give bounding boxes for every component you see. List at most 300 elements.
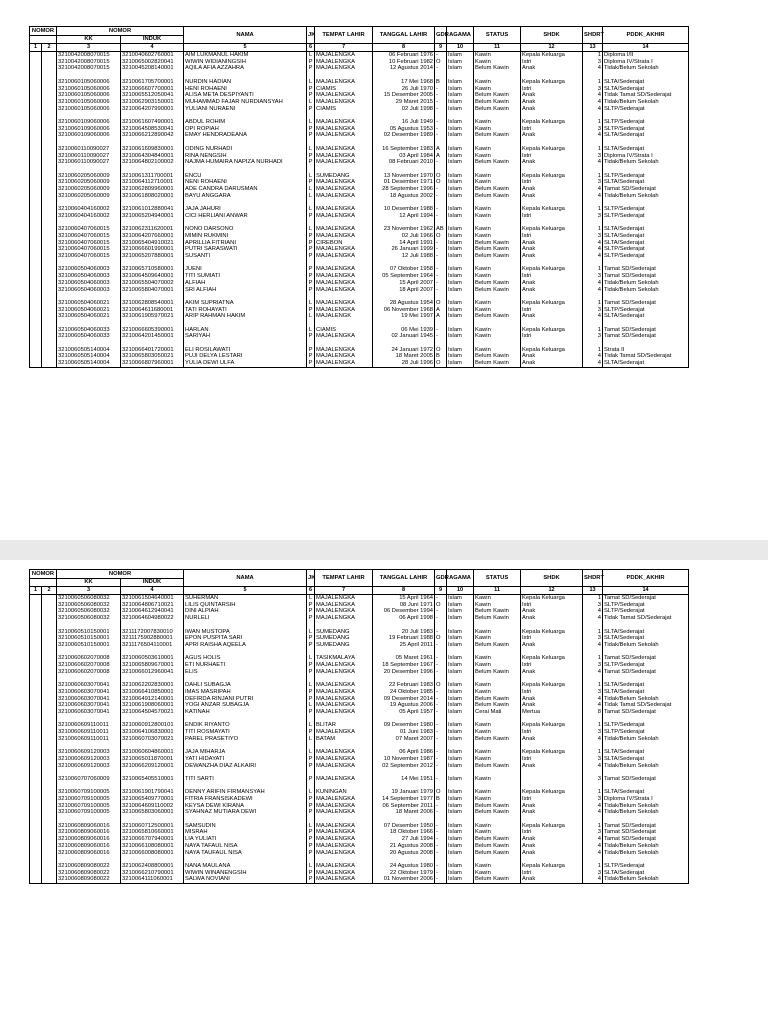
cell-shdrt: 3 <box>583 829 603 836</box>
cell-induk: 3210066707940001 <box>121 836 184 843</box>
row-number-cell <box>30 876 42 883</box>
cell-status: Kawin <box>474 119 521 126</box>
cell-shdrt: 4 <box>583 876 603 883</box>
empty-cell <box>121 742 184 749</box>
cell-pddk-akhir: SLTA/Sederajat <box>603 360 689 367</box>
empty-cell <box>521 675 583 682</box>
cell-gdr: - <box>435 729 447 736</box>
row-number-cell <box>30 146 42 153</box>
row-number-cell <box>30 669 42 676</box>
cell-tanggal-lahir: 22 Februari 1983 <box>373 682 435 689</box>
empty-cell <box>184 72 307 79</box>
spacer-row <box>30 340 689 347</box>
spacer-row <box>30 166 689 173</box>
header-induk: INDUK <box>121 579 184 587</box>
cell-tempat-lahir: MAJALENGKA <box>315 749 373 756</box>
empty-cell <box>447 769 474 776</box>
cell-status: Kawin <box>474 173 521 180</box>
cell-agama: Islam <box>447 313 474 320</box>
empty-cell <box>521 220 583 227</box>
cell-pddk-akhir: Tidak Tamat SD/Sederajat <box>603 92 689 99</box>
cell-gdr: - <box>435 327 447 334</box>
cell-kk: 3210060110090027 <box>57 159 121 166</box>
cell-induk: 3210064508530041 <box>121 126 184 133</box>
table-row <box>30 79 689 86</box>
table-row <box>30 863 689 870</box>
cell-agama: Islam <box>447 119 474 126</box>
cell-gdr: - <box>435 736 447 743</box>
empty-cell <box>315 320 373 327</box>
cell-gdr: - <box>435 850 447 857</box>
cell-agama: Islam <box>447 655 474 662</box>
header-pddk-akhir: PDDK_AKHIR <box>603 27 689 44</box>
cell-jk: P <box>307 153 315 160</box>
row-number-cell <box>30 850 42 857</box>
column-number: 13 <box>583 587 603 595</box>
row-number-cell <box>42 823 57 830</box>
cell-shdk: Kepala Keluarga <box>521 722 583 729</box>
row-number-cell <box>30 86 42 93</box>
cell-tanggal-lahir: 23 November 1962 <box>373 226 435 233</box>
table-row <box>30 789 689 796</box>
cell-tempat-lahir: MAJALENGKA <box>315 226 373 233</box>
cell-status: Kawin <box>474 863 521 870</box>
cell-agama: Islam <box>447 79 474 86</box>
header-jk: JK <box>307 27 315 44</box>
table-row <box>30 233 689 240</box>
cell-pddk-akhir: SLTA/Sederajat <box>603 240 689 247</box>
cell-induk: 3210066601990001 <box>121 246 184 253</box>
cell-agama: Islam <box>447 696 474 703</box>
empty-cell <box>474 260 521 267</box>
empty-cell <box>435 816 447 823</box>
spacer-row <box>30 260 689 267</box>
cell-nama: NANA MAULANA <box>184 863 307 870</box>
cell-gdr: O <box>435 789 447 796</box>
empty-cell <box>57 816 121 823</box>
cell-shdrt: 4 <box>583 642 603 649</box>
cell-shdk: Kepala Keluarga <box>521 823 583 830</box>
row-number-cell <box>30 796 42 803</box>
cell-agama: Islam <box>447 240 474 247</box>
header-nama: NAMA <box>184 570 307 587</box>
cell-tanggal-lahir: 06 Mei 1939 <box>373 327 435 334</box>
row-number-cell <box>42 79 57 86</box>
cell-jk: P <box>307 602 315 609</box>
cell-kk: 3210060709100005 <box>57 803 121 810</box>
empty-cell <box>603 293 689 300</box>
cell-induk: 3210064207990001 <box>121 106 184 113</box>
cell-status: Belum Kawin <box>474 702 521 709</box>
cell-tanggal-lahir: 14 Mei 1951 <box>373 776 435 783</box>
empty-cell <box>447 716 474 723</box>
row-number-cell <box>30 280 42 287</box>
empty-cell <box>474 220 521 227</box>
cell-kk: 3210060603070041 <box>57 709 121 716</box>
empty-cell <box>307 649 315 656</box>
cell-pddk-akhir: Tidak/Belum Sekolah <box>603 803 689 810</box>
cell-shdk: Kepala Keluarga <box>521 789 583 796</box>
empty-cell <box>373 293 435 300</box>
cell-status: Belum Kawin <box>474 106 521 113</box>
cell-tempat-lahir: MAJALENGKA <box>315 796 373 803</box>
cell-jk: P <box>307 126 315 133</box>
table-row <box>30 52 689 59</box>
cell-tempat-lahir: MAJALENGKA <box>315 876 373 883</box>
cell-nama: MUHAMMAD FAJAR NURDIANSYAH <box>184 99 307 106</box>
cell-tempat-lahir: MAJALENGKA <box>315 843 373 850</box>
cell-status: Kawin <box>474 776 521 783</box>
table-row <box>30 836 689 843</box>
cell-gdr: - <box>435 763 447 770</box>
cell-status: Belum Kawin <box>474 92 521 99</box>
cell-pddk-akhir: Tamat SD/Sederajat <box>603 273 689 280</box>
empty-cell <box>121 220 184 227</box>
row-number-cell <box>30 595 42 602</box>
cell-tempat-lahir: MAJALENGKA <box>315 253 373 260</box>
cell-jk: P <box>307 635 315 642</box>
cell-shdrt: 3 <box>583 602 603 609</box>
cell-shdrt: 4 <box>583 803 603 810</box>
row-number-cell <box>42 280 57 287</box>
header-nomor-kk-induk: NOMOR <box>57 27 184 36</box>
cell-status: Belum Kawin <box>474 280 521 287</box>
table-row <box>30 246 689 253</box>
cell-gdr: - <box>435 642 447 649</box>
row-number-cell <box>42 206 57 213</box>
empty-cell <box>121 622 184 629</box>
row-number-cell <box>42 112 57 119</box>
cell-jk: P <box>307 132 315 139</box>
cell-nama: AKIM SUPRIATNA <box>184 300 307 307</box>
cell-agama: Islam <box>447 863 474 870</box>
empty-cell <box>315 675 373 682</box>
cell-tanggal-lahir: 29 Maret 2015 <box>373 99 435 106</box>
cell-pddk-akhir: SLTP/Sederajat <box>603 863 689 870</box>
cell-pddk-akhir: Tidak/Belum Sekolah <box>603 696 689 703</box>
cell-agama: Islam <box>447 353 474 360</box>
cell-gdr: - <box>435 662 447 669</box>
cell-gdr: O <box>435 233 447 240</box>
cell-pddk-akhir: Diploma IV/Strata I <box>603 796 689 803</box>
cell-agama: Islam <box>447 246 474 253</box>
row-number-cell <box>42 696 57 703</box>
cell-agama: Islam <box>447 206 474 213</box>
cell-gdr: - <box>435 106 447 113</box>
empty-cell <box>121 199 184 206</box>
empty-cell <box>435 320 447 327</box>
cell-gdr: - <box>435 863 447 870</box>
cell-tanggal-lahir: 07 Desember 1950 <box>373 823 435 830</box>
cell-tanggal-lahir: 19 Februari 1988 <box>373 635 435 642</box>
row-number-cell <box>42 173 57 180</box>
cell-induk: 3210061607490001 <box>121 119 184 126</box>
cell-tempat-lahir: MAJALENGKA <box>315 689 373 696</box>
cell-status: Kawin <box>474 327 521 334</box>
cell-kk: 3210060809080022 <box>57 870 121 877</box>
empty-cell <box>121 816 184 823</box>
cell-nama: RINA NENGSIH <box>184 153 307 160</box>
row-number-cell <box>30 776 42 783</box>
empty-cell <box>521 649 583 656</box>
cell-jk: L <box>307 52 315 59</box>
empty-cell <box>603 199 689 206</box>
row-number-cell <box>42 347 57 354</box>
cell-status: Kawin <box>474 635 521 642</box>
empty-cell <box>435 340 447 347</box>
cell-shdk: Anak <box>521 736 583 743</box>
empty-cell <box>184 260 307 267</box>
empty-cell <box>373 742 435 749</box>
cell-tanggal-lahir: 18 Maret 2006 <box>373 809 435 816</box>
column-number: 6 <box>307 587 315 595</box>
cell-shdk: Anak <box>521 850 583 857</box>
cell-shdk: Kepala Keluarga <box>521 655 583 662</box>
cell-shdk: Istri <box>521 729 583 736</box>
cell-kk: 3210060602070008 <box>57 669 121 676</box>
row-number-cell <box>30 119 42 126</box>
row-number-cell <box>42 749 57 756</box>
header-gdr: GDR <box>435 27 447 44</box>
cell-status: Kawin <box>474 206 521 213</box>
cell-gdr: - <box>435 876 447 883</box>
empty-cell <box>184 856 307 863</box>
cell-jk: P <box>307 669 315 676</box>
cell-induk: 3210064806710021 <box>121 602 184 609</box>
cell-shdrt: 1 <box>583 79 603 86</box>
table-row <box>30 843 689 850</box>
cell-shdk: Anak <box>521 92 583 99</box>
column-number: 14 <box>603 44 689 52</box>
row-number-cell <box>42 52 57 59</box>
cell-shdrt: 1 <box>583 173 603 180</box>
cell-jk: P <box>307 836 315 843</box>
cell-jk: L <box>307 702 315 709</box>
cell-tempat-lahir: MAJALENGKA <box>315 65 373 72</box>
cell-shdk: Anak <box>521 803 583 810</box>
cell-tempat-lahir: SUMEDANG <box>315 642 373 649</box>
cell-jk: P <box>307 662 315 669</box>
cell-gdr: - <box>435 206 447 213</box>
cell-pddk-akhir: SLTP/Sederajat <box>603 602 689 609</box>
cell-jk: P <box>307 280 315 287</box>
empty-cell <box>474 139 521 146</box>
table-row <box>30 86 689 93</box>
cell-agama: Islam <box>447 836 474 843</box>
cell-agama: Islam <box>447 635 474 642</box>
empty-cell <box>184 166 307 173</box>
empty-cell <box>447 742 474 749</box>
cell-induk: 3210065512050041 <box>121 92 184 99</box>
table-row <box>30 287 689 294</box>
cell-nama: FITRIA FRANSISKADEWI <box>184 796 307 803</box>
empty-cell <box>307 742 315 749</box>
cell-pddk-akhir: Tamat SD/Sederajat <box>603 327 689 334</box>
row-number-cell <box>42 353 57 360</box>
cell-tanggal-lahir: 01 Desember 1971 <box>373 179 435 186</box>
cell-jk: P <box>307 307 315 314</box>
cell-nama: TATI ROHAYATI <box>184 307 307 314</box>
empty-cell <box>603 260 689 267</box>
cell-tempat-lahir: MAJALENGKA <box>315 287 373 294</box>
cell-shdrt: 4 <box>583 253 603 260</box>
cell-tanggal-lahir: 20 Desember 1996 <box>373 669 435 676</box>
cell-kk: 3210060404160002 <box>57 206 121 213</box>
cell-tempat-lahir: MAJALENGKA <box>315 233 373 240</box>
empty-cell <box>521 340 583 347</box>
cell-pddk-akhir: SLTP/Sederajat <box>603 173 689 180</box>
empty-cell <box>435 220 447 227</box>
cell-tanggal-lahir: 15 Desember 2005 <box>373 92 435 99</box>
cell-nama: EMAY HENDRADEANA <box>184 132 307 139</box>
cell-gdr: O <box>435 360 447 367</box>
cell-pddk-akhir: Tidak/Belum Sekolah <box>603 280 689 287</box>
empty-cell <box>315 649 373 656</box>
cell-shdrt: 4 <box>583 353 603 360</box>
cell-tempat-lahir: MAJALENGKA <box>315 266 373 273</box>
cell-pddk-akhir: Strata II <box>603 347 689 354</box>
cell-induk: 3210062809960001 <box>121 186 184 193</box>
table-row <box>30 662 689 669</box>
column-number: 9 <box>435 44 447 52</box>
cell-status: Kawin <box>474 233 521 240</box>
empty-cell <box>57 199 121 206</box>
cell-agama: Islam <box>447 702 474 709</box>
cell-tanggal-lahir: 12 April 1994 <box>373 213 435 220</box>
cell-shdrt: 4 <box>583 836 603 843</box>
cell-tanggal-lahir: 06 April 1986 <box>373 749 435 756</box>
cell-nama: ALFIAH <box>184 280 307 287</box>
cell-pddk-akhir: Tidak/Belum Sekolah <box>603 736 689 743</box>
table-row <box>30 689 689 696</box>
cell-pddk-akhir: Tamat SD/Sederajat <box>603 655 689 662</box>
empty-cell <box>583 649 603 656</box>
header-tanggal-lahir: TANGGAL LAHIR <box>373 27 435 44</box>
cell-induk: 3210061905970021 <box>121 313 184 320</box>
empty-cell <box>603 166 689 173</box>
row-number-cell <box>42 742 57 749</box>
cell-tempat-lahir: MAJALENGKA <box>315 213 373 220</box>
cell-tanggal-lahir: 19 Januari 1979 <box>373 789 435 796</box>
cell-induk: 3210065504070002 <box>121 280 184 287</box>
cell-nama: NONO DARSONO <box>184 226 307 233</box>
cell-status: Kawin <box>474 722 521 729</box>
cell-tempat-lahir: MAJALENGKA <box>315 132 373 139</box>
row-number-cell <box>42 240 57 247</box>
row-number-cell <box>42 246 57 253</box>
cell-pddk-akhir: Diploma IV/Strata I <box>603 153 689 160</box>
cell-agama: Islam <box>447 722 474 729</box>
cell-status: Kawin <box>474 333 521 340</box>
empty-cell <box>57 716 121 723</box>
empty-cell <box>307 293 315 300</box>
cell-tanggal-lahir: 01 Juni 1983 <box>373 729 435 736</box>
cell-status: Belum Kawin <box>474 159 521 166</box>
cell-gdr: - <box>435 159 447 166</box>
cell-agama: Islam <box>447 146 474 153</box>
cell-shdrt: 1 <box>583 52 603 59</box>
cell-status: Belum Kawin <box>474 240 521 247</box>
row-number-cell <box>42 850 57 857</box>
column-number-row <box>30 587 689 595</box>
row-number-cell <box>30 789 42 796</box>
cell-shdk: Kepala Keluarga <box>521 146 583 153</box>
empty-cell <box>583 675 603 682</box>
column-number: 12 <box>521 44 583 52</box>
row-number-cell <box>42 716 57 723</box>
column-number: 8 <box>373 44 435 52</box>
empty-cell <box>583 816 603 823</box>
cell-status: Belum Kawin <box>474 353 521 360</box>
row-number-cell <box>30 159 42 166</box>
cell-nama: NURLELI <box>184 615 307 622</box>
cell-jk: P <box>307 92 315 99</box>
cell-kk: 3210060603070041 <box>57 702 121 709</box>
empty-cell <box>603 622 689 629</box>
cell-status: Belum Kawin <box>474 615 521 622</box>
cell-tanggal-lahir: 18 Agustus 2002 <box>373 193 435 200</box>
row-number-cell <box>30 300 42 307</box>
cell-induk: 3210065803050021 <box>121 353 184 360</box>
cell-kk: 3210060407060015 <box>57 240 121 247</box>
cell-shdrt: 1 <box>583 655 603 662</box>
cell-shdk: Istri <box>521 153 583 160</box>
row-number-cell <box>30 327 42 334</box>
row-number-cell <box>30 220 42 227</box>
cell-tempat-lahir: MAJALENGKA <box>315 709 373 716</box>
empty-cell <box>307 769 315 776</box>
empty-cell <box>373 716 435 723</box>
row-number-cell <box>42 622 57 629</box>
cell-status: Belum Kawin <box>474 763 521 770</box>
cell-agama: Islam <box>447 173 474 180</box>
cell-gdr: O <box>435 602 447 609</box>
cell-tempat-lahir: MAJALENGKA <box>315 863 373 870</box>
empty-cell <box>583 139 603 146</box>
empty-cell <box>121 716 184 723</box>
cell-agama: Islam <box>447 159 474 166</box>
cell-shdk: Istri <box>521 59 583 66</box>
table-row <box>30 655 689 662</box>
empty-cell <box>315 622 373 629</box>
spacer-row <box>30 293 689 300</box>
cell-induk: 3210066210790001 <box>121 870 184 877</box>
cell-kk: 3210060504060003 <box>57 280 121 287</box>
cell-jk: P <box>307 809 315 816</box>
empty-cell <box>583 340 603 347</box>
cell-gdr: - <box>435 595 447 602</box>
table-row <box>30 749 689 756</box>
empty-cell <box>603 716 689 723</box>
cell-induk: 3210064504570021 <box>121 709 184 716</box>
cell-tempat-lahir: MAJALENGKA <box>315 836 373 843</box>
empty-cell <box>521 72 583 79</box>
row-number-cell <box>42 756 57 763</box>
column-number: 4 <box>121 44 184 52</box>
cell-status: Kawin <box>474 602 521 609</box>
table-row <box>30 722 689 729</box>
cell-tanggal-lahir: 13 November 1970 <box>373 173 435 180</box>
column-number: 14 <box>603 587 689 595</box>
empty-cell <box>307 199 315 206</box>
empty-cell <box>474 649 521 656</box>
cell-shdk: Istri <box>521 233 583 240</box>
cell-agama: Islam <box>447 153 474 160</box>
cell-status: Kawin <box>474 729 521 736</box>
empty-cell <box>57 220 121 227</box>
cell-gdr: - <box>435 655 447 662</box>
cell-pddk-akhir: Tamat SD/Sederajat <box>603 829 689 836</box>
